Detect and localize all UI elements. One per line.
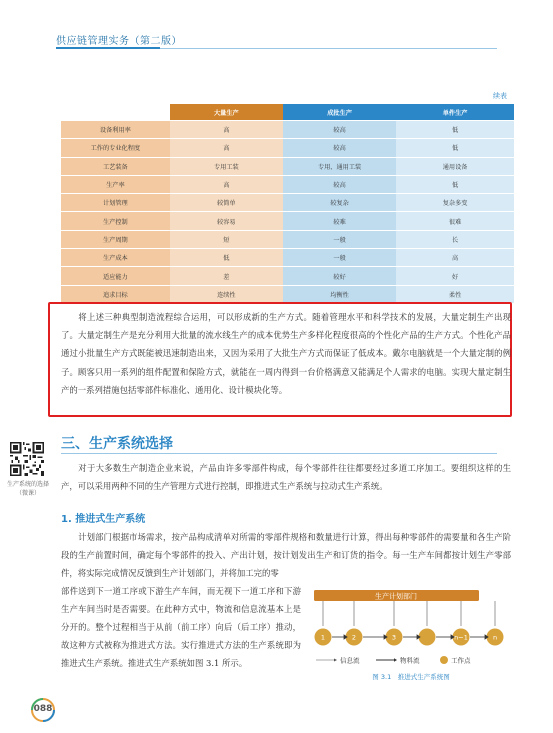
- table-row: [61, 194, 514, 212]
- subsection-paragraph: [61, 528, 511, 582]
- table-header-cell: 成批生产: [283, 104, 396, 121]
- table-header-cell: [61, 104, 170, 121]
- subsection-title: 1. 推进式生产系统: [61, 514, 146, 525]
- info-flow-lines: [323, 601, 495, 626]
- table-cell: 较高: [283, 121, 396, 139]
- table-row-label: 适应能力: [61, 267, 170, 285]
- table-cell: 专用工装: [170, 157, 283, 175]
- table-cell: 通用设备: [396, 157, 514, 175]
- table-cell: 高: [170, 139, 283, 157]
- legend-info-label: 信息流: [340, 656, 360, 665]
- work-point-node: [419, 629, 436, 646]
- work-point-label: 3: [391, 633, 397, 642]
- table-cell: 长: [396, 230, 514, 248]
- section-rule: [61, 453, 497, 454]
- table-row-label: 工艺装备: [61, 157, 170, 175]
- qr-code[interactable]: [10, 442, 44, 476]
- table-row-label: 计划管理: [61, 194, 170, 212]
- table-continued-label: 续表: [493, 92, 507, 100]
- table-cell: 较容易: [170, 212, 283, 230]
- legend-workpoint-label: 工作点: [451, 656, 471, 665]
- table-row: [61, 175, 514, 193]
- table-row: [61, 139, 514, 157]
- table-cell: 高: [170, 175, 283, 193]
- table-cell: 较高: [283, 175, 396, 193]
- section-intro-text: 对于大多数生产制造企业来说，产品由许多零部件构成，每个零部件往往都要经过多道工序加工。要组织这样的生产，可以采用两种不同的生产管理方式进行控制，即推进式生产系统与拉动式生产系统。: [61, 463, 511, 491]
- header-rule-accent: [56, 47, 160, 49]
- table-row-label: 追求目标: [61, 285, 170, 303]
- work-point-label: 2: [351, 633, 357, 642]
- table-row: [61, 230, 514, 248]
- qr-code-label: 生产系统的选择（微课）: [6, 481, 49, 497]
- table-cell: 较复杂: [283, 194, 396, 212]
- legend-workpoint-icon: [440, 656, 448, 664]
- table-header-cell: 大量生产: [170, 104, 283, 121]
- table-cell: 一般: [283, 249, 396, 267]
- page-number: 088: [33, 704, 53, 714]
- table-row: [61, 157, 514, 175]
- highlight-paragraph-text: 将上述三种典型制造流程综合运用，可以形成新的生产方式。随着管理水平和科学技术的发展，大量定制生产出现了。大量定制生产是充分利用大批量的流水线生产的成本优势生产多样化程度很高的个性化产品的生产方式。个性化产品通过小批量生产方式既能被迅速制造出来，又因为采用了大批生产方式而保证了低成本。戴尔电脑就是一个大量定制的例子。顾客只用一系列的组件配置和保险方式，就能在一周内得到一台价格满意又能满足个人需求的电脑。实现大量定制生产的一系列措施包括零部件标准化、通用化、设计模块化等。: [61, 312, 511, 395]
- table-cell: 低: [170, 249, 283, 267]
- table-cell: 高: [170, 121, 283, 139]
- table-row-label: 生产成本: [61, 249, 170, 267]
- table-cell: 好: [396, 267, 514, 285]
- work-point-label: n−1: [454, 633, 468, 642]
- subsection-paragraph-continued: 部件送到下一道工序或下游生产车间，而无视下一道工序和下游生产车间当时是否需要。在此种方式中，物流和信息流基本上是分开的。整个过程相当于从前（前工序）向后（后工序）推动，故这种方式被称为推进式方法。实行推进式方法的生产系统即为推进式生产系统。推进式生产系统如图 3.1 所示。: [61, 586, 301, 668]
- table-cell: 短: [170, 230, 283, 248]
- work-point-label: n: [492, 633, 498, 642]
- table-cell: 较高: [283, 139, 396, 157]
- table-cell: 柔性: [396, 285, 514, 303]
- production-comparison-table: [61, 104, 514, 304]
- table-cell: 高: [396, 249, 514, 267]
- table-cell: 低: [396, 175, 514, 193]
- table-cell: 复杂多变: [396, 194, 514, 212]
- section-title: 三、生产系统选择: [61, 436, 173, 452]
- header-rule: [160, 48, 497, 49]
- table-row: [61, 121, 514, 139]
- table-header-cell: 单件生产: [396, 104, 514, 121]
- table-row-label: 设备利用率: [61, 121, 170, 139]
- legend-material-arrow: [394, 658, 397, 662]
- table-row-label: 生产控制: [61, 212, 170, 230]
- dept-label: 生产计划部门: [375, 592, 417, 601]
- table-row: [61, 249, 514, 267]
- table-cell: 差: [170, 267, 283, 285]
- table-cell: 较难: [283, 212, 396, 230]
- figure-caption: 图 3.1 推进式生产系统图: [372, 673, 450, 681]
- table-cell: 较简单: [170, 194, 283, 212]
- table-cell: 低: [396, 139, 514, 157]
- table-cell: 较好: [283, 267, 396, 285]
- push-system-figure: [306, 588, 516, 688]
- subsection-paragraph-text: 计划部门根据市场需求，按产品构成清单对所需的零部件规格和数量进行计算，得出每种零部件的需要量和各生产阶段的生产前置时间，确定每个零部件的投入、产出计划，按计划发出生产和订货的指令。每一生产车间都按计划生产零部件，将实际完成情况反馈到生产计划部门，并将加工完的零: [61, 532, 511, 578]
- table-row: [61, 267, 514, 285]
- table-cell: 专用、通用工装: [283, 157, 396, 175]
- table-row: [61, 212, 514, 230]
- highlight-paragraph: [61, 308, 511, 399]
- legend-material-label: 物料流: [400, 656, 420, 665]
- table-cell: 低: [396, 121, 514, 139]
- table-header-row: [61, 104, 514, 121]
- table-cell: 连续性: [170, 285, 283, 303]
- table-row-label: 工作的专业化程度: [61, 139, 170, 157]
- table-row: [61, 285, 514, 303]
- table-cell: 一般: [283, 230, 396, 248]
- table-cell: 均衡性: [283, 285, 396, 303]
- legend-info-arrow: [334, 659, 337, 662]
- table-cell: 很难: [396, 212, 514, 230]
- table-row-label: 生产率: [61, 175, 170, 193]
- book-title-header: 供应链管理实务（第二版）: [56, 36, 182, 47]
- work-point-label: 1: [320, 633, 326, 642]
- table-row-label: 生产周期: [61, 230, 170, 248]
- section-intro: [61, 459, 511, 495]
